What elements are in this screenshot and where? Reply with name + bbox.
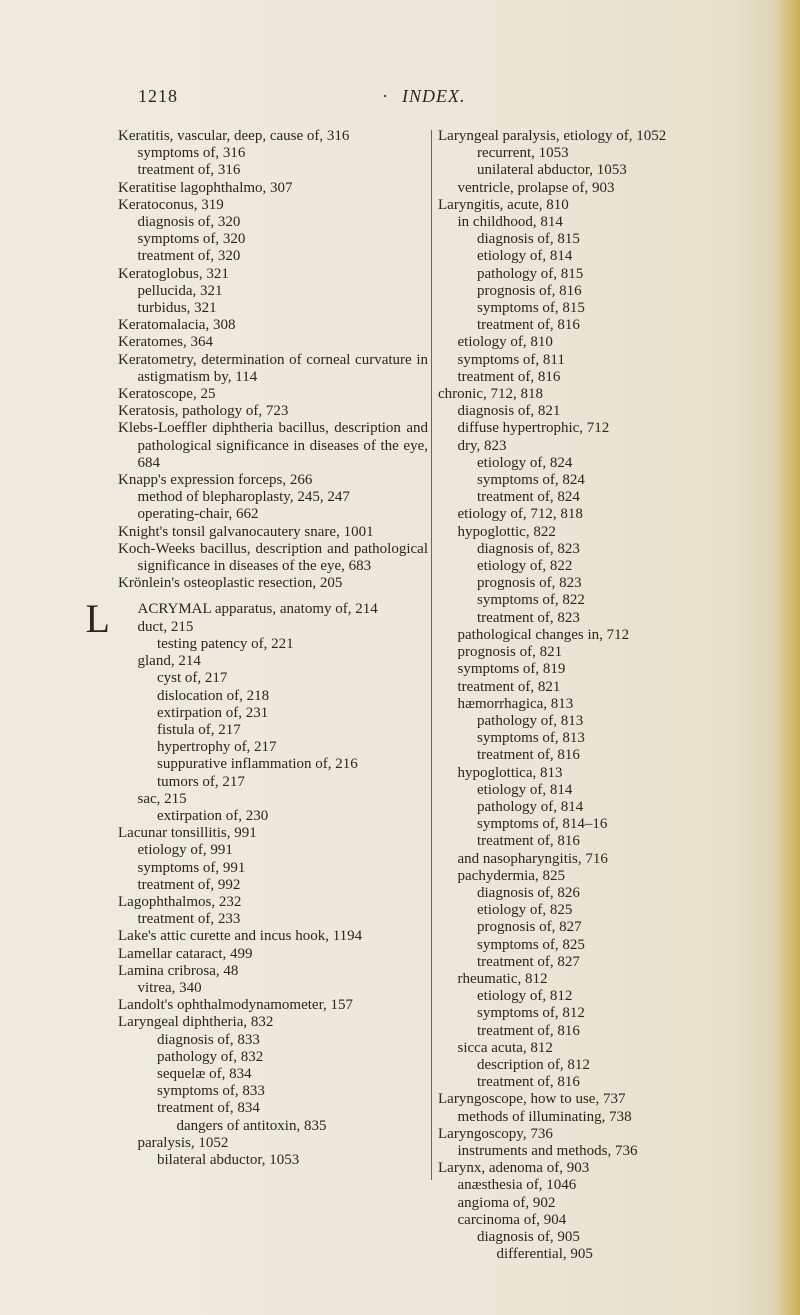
index-entry-sub: etiology of, 712, 818 <box>457 506 583 523</box>
index-entry-main: Laryngitis, acute, 810 <box>438 196 569 213</box>
index-entry-main: Laryngeal diphtheria, 832 <box>118 1014 274 1031</box>
index-entry-sub: symptoms of, 991 <box>137 859 246 876</box>
index-entry-sub: prognosis of, 827 <box>477 919 582 936</box>
index-entry-main: Lamina cribrosa, 48 <box>118 962 239 979</box>
index-entry-sub: etiology of, 824 <box>477 454 573 471</box>
index-entry-sub: hæmorrhagica, 813 <box>457 695 574 712</box>
index-entry-sub: vitrea, 340 <box>137 979 202 996</box>
index-entry-main: Krönlein's osteoplastic resection, 205 <box>118 575 343 592</box>
index-entry-sub: treatment of, 827 <box>477 953 580 970</box>
index-entry-sub: prognosis of, 816 <box>477 282 582 299</box>
index-entry-sub: sicca acuta, 812 <box>457 1039 553 1056</box>
index-entry-main: Knight's tonsil galvanocautery snare, 1001 <box>118 523 374 540</box>
index-entry-sub: duct, 215 <box>137 618 194 635</box>
index-entry-sub: operating-chair, 662 <box>137 506 259 523</box>
index-entry-sub: treatment of, 821 <box>457 678 561 695</box>
index-entry-main: Laryngeal paralysis, etiology of, 1052 <box>438 128 667 144</box>
index-entry-sub: treatment of, 816 <box>477 747 580 764</box>
index-entry-sub: testing patency of, 221 <box>157 635 294 652</box>
index-entry-sub: symptoms of, 813 <box>477 730 585 747</box>
index-entry-sub: treatment of, 816 <box>477 833 580 850</box>
index-entry-sub: treatment of, 823 <box>477 609 580 626</box>
index-entry-main: Keratitis, vascular, deep, cause of, 316 <box>118 128 350 144</box>
index-entry-sub: symptoms of, 825 <box>477 936 585 953</box>
index-entry-sub: cyst of, 217 <box>157 670 228 687</box>
page-header <box>0 86 800 110</box>
index-entry-main: Laryngoscopy, 736 <box>438 1125 553 1142</box>
index-entry-main: Lacunar tonsillitis, 991 <box>118 825 257 842</box>
index-entry-sub: symptoms of, 824 <box>477 472 585 489</box>
index-entry-sub: and nasopharyngitis, 716 <box>457 850 608 867</box>
index-entry-sub: treatment of, 233 <box>137 911 241 928</box>
index-entry-main: Lamellar cataract, 499 <box>118 945 253 962</box>
index-entry-sub: anæsthesia of, 1046 <box>457 1177 577 1194</box>
index-entry-sub: symptoms of, 812 <box>477 1005 585 1022</box>
index-entry-sub: diagnosis of, 833 <box>157 1031 260 1048</box>
index-entry-main: Larynx, adenoma of, 903 <box>438 1160 590 1177</box>
index-entry-sub: paralysis, 1052 <box>137 1134 229 1151</box>
index-entry-sub: angioma of, 902 <box>457 1194 556 1211</box>
index-entry-sub: recurrent, 1053 <box>477 145 569 162</box>
index-entry-main: Koch-Weeks bacillus, description and pathological significance in diseases of the eye, 683 <box>118 540 428 575</box>
index-entry-sub: dangers of antitoxin, 835 <box>176 1117 327 1134</box>
index-entry-sub: etiology of, 822 <box>477 558 573 575</box>
index-entry-sub: etiology of, 991 <box>137 842 233 859</box>
index-entry-sub: symptoms of, 814–16 <box>477 816 608 833</box>
index-entry-sub: treatment of, 834 <box>157 1100 260 1117</box>
index-entry-main: Landolt's ophthalmodynamometer, 157 <box>118 997 353 1014</box>
index-entry-sub: extirpation of, 230 <box>157 807 269 824</box>
index-entry-sub: treatment of, 992 <box>137 876 241 893</box>
index-entry-sub: etiology of, 810 <box>457 334 553 351</box>
index-entry-sub: treatment of, 824 <box>477 489 580 506</box>
index-entry-sub: extirpation of, 231 <box>157 704 269 721</box>
index-entry-sub: etiology of, 814 <box>477 248 573 265</box>
index-entry-sub: symptoms of, 833 <box>157 1083 265 1100</box>
index-entry-main: Laryngoscope, how to use, 737 <box>438 1091 626 1108</box>
index-entry-main: Keratoscope, 25 <box>118 386 216 403</box>
index-entry-main: Keratoglobus, 321 <box>118 265 229 282</box>
index-entry-sub: in childhood, 814 <box>457 214 563 231</box>
index-entry-main: Keratoconus, 319 <box>118 196 224 213</box>
index-entry-sub: hypoglottic, 822 <box>457 523 556 540</box>
index-entry-sub: pellucida, 321 <box>137 282 223 299</box>
index-entry-sub: diffuse hypertrophic, 712 <box>457 420 610 437</box>
index-entry-sub: method of blepharoplasty, 245, 247 <box>137 489 350 506</box>
index-entry-sub: symptoms of, 822 <box>477 592 585 609</box>
index-entry-main: Keratomes, 364 <box>118 334 213 351</box>
index-entry-sub: pathological changes in, 712 <box>457 626 630 643</box>
index-entry-sub: dislocation of, 218 <box>157 687 270 704</box>
index-entry-sub: symptoms of, 815 <box>477 300 585 317</box>
index-entry-sub: pathology of, 832 <box>157 1048 264 1065</box>
index-entry-sub: rheumatic, 812 <box>457 970 548 987</box>
index-entry-sub: instruments and methods, 736 <box>457 1142 638 1159</box>
index-entry-sub: pachydermia, 825 <box>457 867 565 884</box>
index-entry-main: Lake's attic curette and incus hook, 1194 <box>118 928 363 945</box>
column-divider <box>431 130 432 1180</box>
index-entry-sub: hypoglottica, 813 <box>457 764 563 781</box>
index-entry-sub: gland, 214 <box>137 653 201 670</box>
index-column-left <box>85 128 428 1169</box>
index-entry-main: Keratitise lagophthalmo, 307 <box>118 179 293 196</box>
index-entry-sub: diagnosis of, 320 <box>137 214 241 231</box>
index-entry-sub: diagnosis of, 815 <box>477 231 580 248</box>
index-entry-main: Knapp's expression forceps, 266 <box>118 472 313 489</box>
page-number: 1218 <box>138 86 178 106</box>
index-entry-sub: diagnosis of, 821 <box>457 403 561 420</box>
index-entry-sub: unilateral abductor, 1053 <box>477 162 627 179</box>
index-entry-sub: etiology of, 812 <box>477 988 573 1005</box>
index-entry-sub: turbidus, 321 <box>137 300 217 317</box>
index-entry-sub: pathology of, 815 <box>477 265 584 282</box>
index-entry-sub: treatment of, 816 <box>477 1022 580 1039</box>
index-entry-sub: etiology of, 814 <box>477 781 573 798</box>
index-entry-sub: sac, 215 <box>137 790 187 807</box>
index-entry-sub: symptoms of, 819 <box>457 661 566 678</box>
index-entry-sub: sequelæ of, 834 <box>157 1065 252 1082</box>
index-entry-text: ACRYMAL apparatus, anatomy of, 214 <box>137 601 378 618</box>
index-entry-sub: symptoms of, 320 <box>137 231 246 248</box>
index-entry-sub: pathology of, 814 <box>477 798 584 815</box>
index-entry-sub: description of, 812 <box>477 1056 590 1073</box>
index-entry-sub: prognosis of, 823 <box>477 575 582 592</box>
index-entry-sub: treatment of, 816 <box>477 317 580 334</box>
index-entry-sub: suppurative inflammation of, 216 <box>157 756 358 773</box>
index-entry-sub: diagnosis of, 905 <box>477 1229 580 1245</box>
index-entry-sub: symptoms of, 316 <box>137 145 246 162</box>
index-entry-sub: ventricle, prolapse of, 903 <box>457 179 615 196</box>
index-entry-sub: treatment of, 316 <box>137 162 241 179</box>
running-title: INDEX. <box>402 86 466 106</box>
index-entry-sub: bilateral abductor, 1053 <box>157 1151 300 1168</box>
index-entry-sub: tumors of, 217 <box>157 773 245 790</box>
index-entry-main: Klebs-Loeffler diphtheria bacillus, description and pathological significance in diseases of the eye, 684 <box>118 420 428 471</box>
index-entry-main: chronic, 712, 818 <box>438 386 543 403</box>
index-entry-sub: methods of illuminating, 738 <box>457 1108 632 1125</box>
index-entry-sub: dry, 823 <box>457 437 507 454</box>
index-entry-main: Keratometry, determination of corneal curvature in astigmatism by, 114 <box>118 351 428 385</box>
index-entry-sub: treatment of, 320 <box>137 248 241 265</box>
index-entry-sub: fistula of, 217 <box>157 721 241 738</box>
header-separator: · <box>382 86 389 106</box>
drop-cap-letter: L <box>85 596 110 642</box>
index-entry-sub: hypertrophy of, 217 <box>157 739 277 756</box>
index-entry-sub: diagnosis of, 823 <box>477 540 580 557</box>
index-entry-main: Keratomalacia, 308 <box>118 317 236 334</box>
index-entry-sub: etiology of, 825 <box>477 902 573 919</box>
index-entry-sub: treatment of, 816 <box>457 368 561 385</box>
index-entry-sub: differential, 905 <box>496 1246 593 1263</box>
index-entry-sub: pathology of, 813 <box>477 712 584 729</box>
index-entry-sub: diagnosis of, 826 <box>477 884 580 901</box>
index-entry-sub: carcinoma of, 904 <box>457 1211 567 1228</box>
page-edge-shadow <box>774 0 800 1315</box>
index-entry-main: Keratosis, pathology of, 723 <box>118 403 289 420</box>
index-entry-sub: prognosis of, 821 <box>457 644 563 661</box>
index-entry-sub: treatment of, 816 <box>477 1074 580 1091</box>
index-entry-main: Lagophthalmos, 232 <box>118 893 242 910</box>
index-entry-sub: symptoms of, 811 <box>457 351 565 368</box>
index-column-right <box>438 128 740 1263</box>
